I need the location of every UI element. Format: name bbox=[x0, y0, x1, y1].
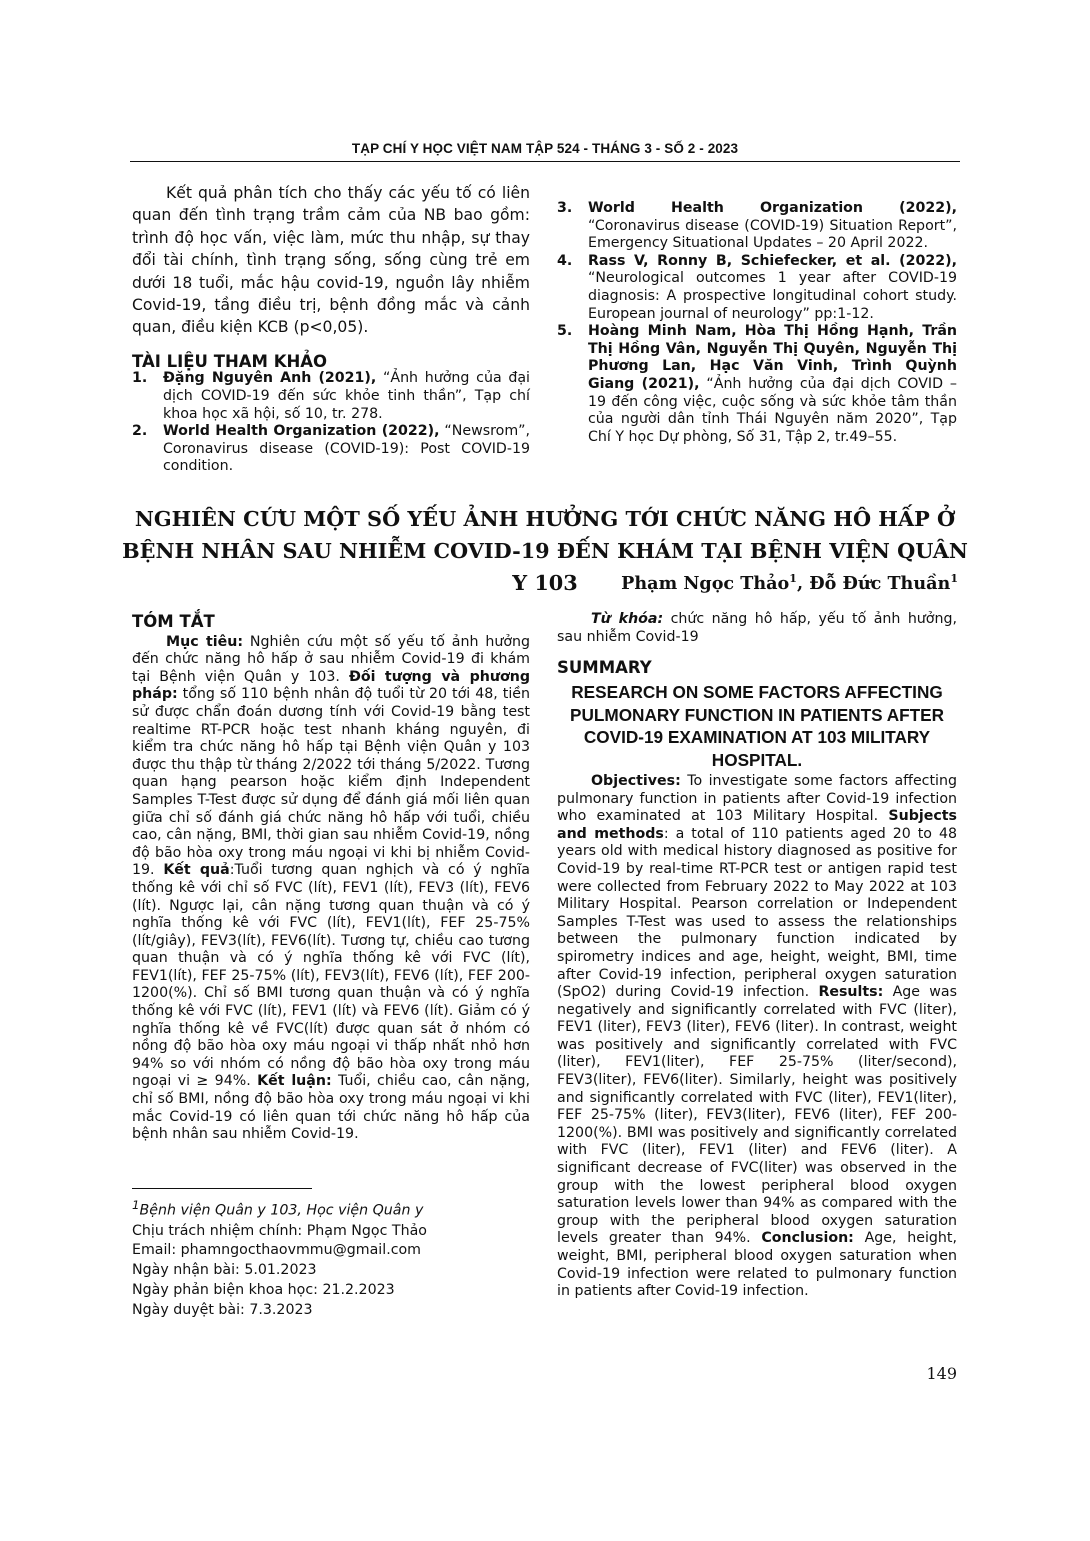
summary-results-label: Results: bbox=[818, 984, 884, 1001]
reference-number: 3. bbox=[557, 200, 573, 216]
footnote-email: Email: phamngocthaovmmu@gmail.com bbox=[132, 1242, 422, 1259]
footnote-reviewed: Ngày phản biện khoa học: 21.2.2023 bbox=[132, 1281, 395, 1298]
reference-text: “Coronavirus disease (COVID-19) Situation Report”, Emergency Situational Updates – 20 April 2022. bbox=[588, 217, 957, 252]
page-number: 149 bbox=[926, 1364, 957, 1383]
summary-methods-label: Subjects and methods bbox=[557, 808, 957, 842]
keywords bbox=[557, 611, 957, 646]
reference-text: “Ảnh hưởng của đại dịch COVID – 19 đến công việc, cuộc sống và sức khỏe tâm thần của người dân tỉnh Thái Nguyên năm 2020”, Tạp Chí Y học Dự phòng, Số 31, Tập 2, tr.49–55. bbox=[588, 375, 957, 445]
keywords-label: Từ khóa: bbox=[591, 611, 664, 627]
reference-list-left bbox=[132, 370, 530, 476]
keywords-text: chức năng hô hấp, yếu tố ảnh hưởng, sau nhiễm Covid-19 bbox=[557, 611, 957, 645]
summary-heading: SUMMARY bbox=[557, 658, 652, 678]
article-authors bbox=[621, 572, 958, 594]
footnote-accepted: Ngày duyệt bài: 7.3.2023 bbox=[132, 1301, 313, 1318]
prev-article-conclusion: Kết quả phân tích cho thấy các yếu tố có liên quan đến tình trạng trầm cảm của NB bao gồm: trình độ học vấn, việc làm, mức thu nhập, sự thay đổi tài chính, tình trạng sống, sống cùng trẻ em dưới 18 tuổi, mắc hậu covid-19, nguồn lây nhiễm Covid-19, tầng điều trị, bệnh đồng mắc và cảnh quan, điều kiện KCB (p<0,05). bbox=[132, 184, 530, 337]
reference-text: “Ảnh hưởng của đại dịch COVID-19 đến sức khỏe tinh thần”, Tạp chí khoa học xã hội, số 10, tr. 278. bbox=[163, 370, 530, 422]
abstract-conclusion: Tuổi, chiều cao, cân nặng, chỉ số BMI, nồng độ bão hòa oxy trong máu ngoại vi khi mắc Covid-19 có liên quan tới chức năng hô hấp của bệnh nhân sau nhiễm Covid-19. bbox=[132, 1073, 530, 1143]
reference-number: 5. bbox=[557, 323, 573, 340]
reference-authors: Rass V, Ronny B, Schiefecker, et al. (2022), bbox=[588, 252, 957, 269]
abstract-methods-label: Đối tượng và phương pháp: bbox=[132, 668, 530, 703]
prev-article-right-column bbox=[557, 200, 957, 446]
abstract-objective: Nghiên cứu một số yếu tố ảnh hưởng đến chức năng hô hấp ở sau nhiễm Covid-19 đi khám tại Bệnh viện Quân y 103. bbox=[132, 633, 530, 685]
footnote-rule bbox=[132, 1188, 312, 1189]
summary-objectives-label: Objectives: bbox=[591, 772, 681, 789]
reference-item bbox=[132, 423, 530, 476]
header-rule bbox=[130, 161, 960, 162]
footnote-affiliation: $^1$Bệnh viện Quân y 103, Học viện Quân y bbox=[132, 1198, 424, 1219]
abstract-results: :Tuổi tương quan nghịch và có ý nghĩa thống kê với chỉ số FVC (lít), FEV1 (lít), FEV3 (lít), FEV6 (lít). Ngược lại, cân nặng tương quan thuận và có ý nghĩa thống kê với FVC (lít), FEV1(lít), FEF 25-75% (lít/giây), FEV3(lít), FEV6(lít). Tương tự, chiều cao tương quan thuận và có ý nghĩa thống kê với FVC (lít), FEV1(lít), FEF 25-75% (lít), FEV3(lít), FEV6 (lít), FEF 200-1200(%). Chỉ số BMI tương quan thuận và có ý nghĩa thống kê với FVC (lít), FEV1 (lít) và FEV6 (lít). Giảm có ý nghĩa thống kê về FVC(lít) được quan sát ở nhóm có nồng độ bão hòa oxy máu ngoại vi thấp nhất nhỏ hơn 94% so với nhóm có nồng độ bão hòa oxy trong máu ngoại vi ≥ 94%. bbox=[132, 862, 531, 1090]
reference-authors: Hoàng Minh Nam, Hòa Thị Hồng Hạnh, Trần Thị Hồng Vân, Nguyễn Thị Quyên, Nguyễn Thị Phương Lan, Hạc Văn Vinh, Trình Quỳnh Giang (2021), bbox=[588, 323, 957, 392]
reference-authors: World Health Organization (2022), bbox=[588, 200, 957, 216]
summary-conclusion-label: Conclusion: bbox=[761, 1230, 854, 1247]
footnote-affiliation-mark: 1 bbox=[132, 1198, 140, 1212]
prev-article-left-column bbox=[132, 182, 530, 476]
reference-number: 1. bbox=[132, 370, 148, 387]
english-summary-column bbox=[557, 611, 957, 1301]
author-name: Phạm Ngọc Thảo bbox=[621, 572, 790, 594]
abstract-methods: tổng số 110 bệnh nhân độ tuổi từ 20 tới 48, tiền sử được chẩn đoán dương tính với Covid-19 bằng test realtime RT-PCR hoặc test nhanh kháng nguyên, đi kiểm tra chức năng hô hấp tại Bệnh viện Quân y 103 được thu thập từ tháng 2/2022 tới tháng 5/2022. Tương quan hạng pearson hoặc kiểm định Independent Samples T-Test được sử dụng để đánh giá mối liên quan giữa chỉ số đánh giá chức năng hô hấp với tuổi, chiều cao, cân nặng, BMI, thời gian sau nhiễm Covid-19, nồng độ bão hòa oxy trong máu ngoại vi khi bị nhiễm Covid-19. bbox=[132, 686, 530, 879]
vietnamese-abstract-column bbox=[132, 613, 530, 1144]
reference-number: 2. bbox=[132, 423, 148, 440]
abstract-conclusion-label: Kết luận: bbox=[257, 1073, 332, 1090]
abstract-heading-vi: TÓM TẮT bbox=[132, 612, 215, 631]
footnote-responsible: Chịu trách nhiệm chính: Phạm Ngọc Thảo bbox=[132, 1222, 427, 1239]
running-header: TẠP CHÍ Y HỌC VIỆT NAM TẬP 524 - THÁNG 3 - SỐ 2 - 2023 bbox=[351, 141, 739, 156]
reference-item bbox=[557, 200, 957, 253]
reference-number: 4. bbox=[557, 252, 573, 269]
abstract-results-label: Kết quả bbox=[163, 862, 230, 879]
footnote-received: Ngày nhận bài: 5.01.2023 bbox=[132, 1262, 317, 1279]
reference-authors: Đặng Nguyên Anh (2021), bbox=[163, 370, 377, 387]
reference-text: “Newsrom”, Coronavirus disease (COVID-19): Post COVID-19 condition. bbox=[163, 423, 531, 475]
summary-body-en bbox=[557, 773, 957, 1301]
article-title-line-2: BỆNH NHÂN SAU NHIỄM COVID-19 ĐẾN KHÁM TẠI BỆNH VIỆN QUÂN Y 103 bbox=[122, 538, 968, 595]
article-title-line-1: NGHIÊN CỨU MỘT SỐ YẾU ẢNH HƯỞNG TỚI CHỨC NĂNG HÔ HẤP Ở bbox=[134, 506, 956, 531]
summary-methods: : a total of 110 patients aged 20 to 48 years old with medical history diagnosed as positive for Covid-19 by real-time RT-PCR test or antigen rapid test were collected from February 2022 to May 2022 at 103 Military Hospital. Pearson correlation or Independent Samples T-Test was used to assess the relationships between the pulmonary function indicated by spirometry indices and age, height, weight, BMI, time after Covid-19 infection, peripheral oxygen saturation (SpO2) during Covid-19 infection. bbox=[557, 825, 957, 1001]
abstract-objective-label: Mục tiêu: bbox=[166, 633, 243, 650]
abstract-body-vi bbox=[132, 634, 530, 1144]
summary-conclusion: Age, height, weight, BMI, peripheral blood oxygen saturation when Covid-19 infection were related to pulmonary function in patients after Covid-19 infection. bbox=[557, 1230, 957, 1300]
english-title: RESEARCH ON SOME FACTORS AFFECTING PULMONARY FUNCTION IN PATIENTS AFTER COVID-19 EXAMINATION AT 103 MILITARY HOSPITAL. bbox=[570, 681, 944, 771]
reference-item bbox=[557, 253, 957, 323]
reference-list-right bbox=[557, 200, 957, 446]
author-affiliation-mark: 1 bbox=[789, 572, 797, 585]
reference-authors: World Health Organization (2022), bbox=[163, 423, 440, 440]
summary-objectives: To investigate some factors affecting pulmonary function in patients after Covid-19 infection who examinated at 103 Military Hospital. bbox=[557, 772, 957, 825]
references-heading: TÀI LIỆU THAM KHẢO bbox=[132, 351, 328, 371]
summary-results: Age was negatively and significantly correlated with FVC (liter), FEV1 (liter), FEV3 (liter), FEV6 (liter). In contrast, weight was positively and significantly correlated with FVC (liter), FEV1(liter), FEF 25-75% (liter/second), FEV3(liter), FEV6(liter). Similarly, height was positively and significantly correlated with FVC (liter), FEV1(liter), FEF 25-75% (liter), FEV3(liter), FEV6 (liter), FEF 200-1200(%). BMI was positively and significantly correlated with FVC (liter), FEV1 (liter) and FEV6 (liter). A significant decrease of FVC(liter) was observed in the group with the lowest peripheral blood oxygen saturation levels lower than 94% as compared with the group with the peripheral blood oxygen saturation levels greater than 94%. bbox=[557, 984, 957, 1247]
reference-item bbox=[132, 370, 530, 423]
reference-text: “Neurological outcomes 1 year after COVID-19 diagnosis: A prospective longitudinal cohort study. European journal of neurology” pp:1-12. bbox=[588, 270, 957, 322]
footnote-block bbox=[132, 1188, 530, 1321]
author-separator: , bbox=[796, 572, 810, 594]
author-affiliation-mark: 1 bbox=[950, 572, 958, 585]
author-name: Đỗ Đức Thuần bbox=[809, 572, 951, 594]
reference-item bbox=[557, 323, 957, 446]
